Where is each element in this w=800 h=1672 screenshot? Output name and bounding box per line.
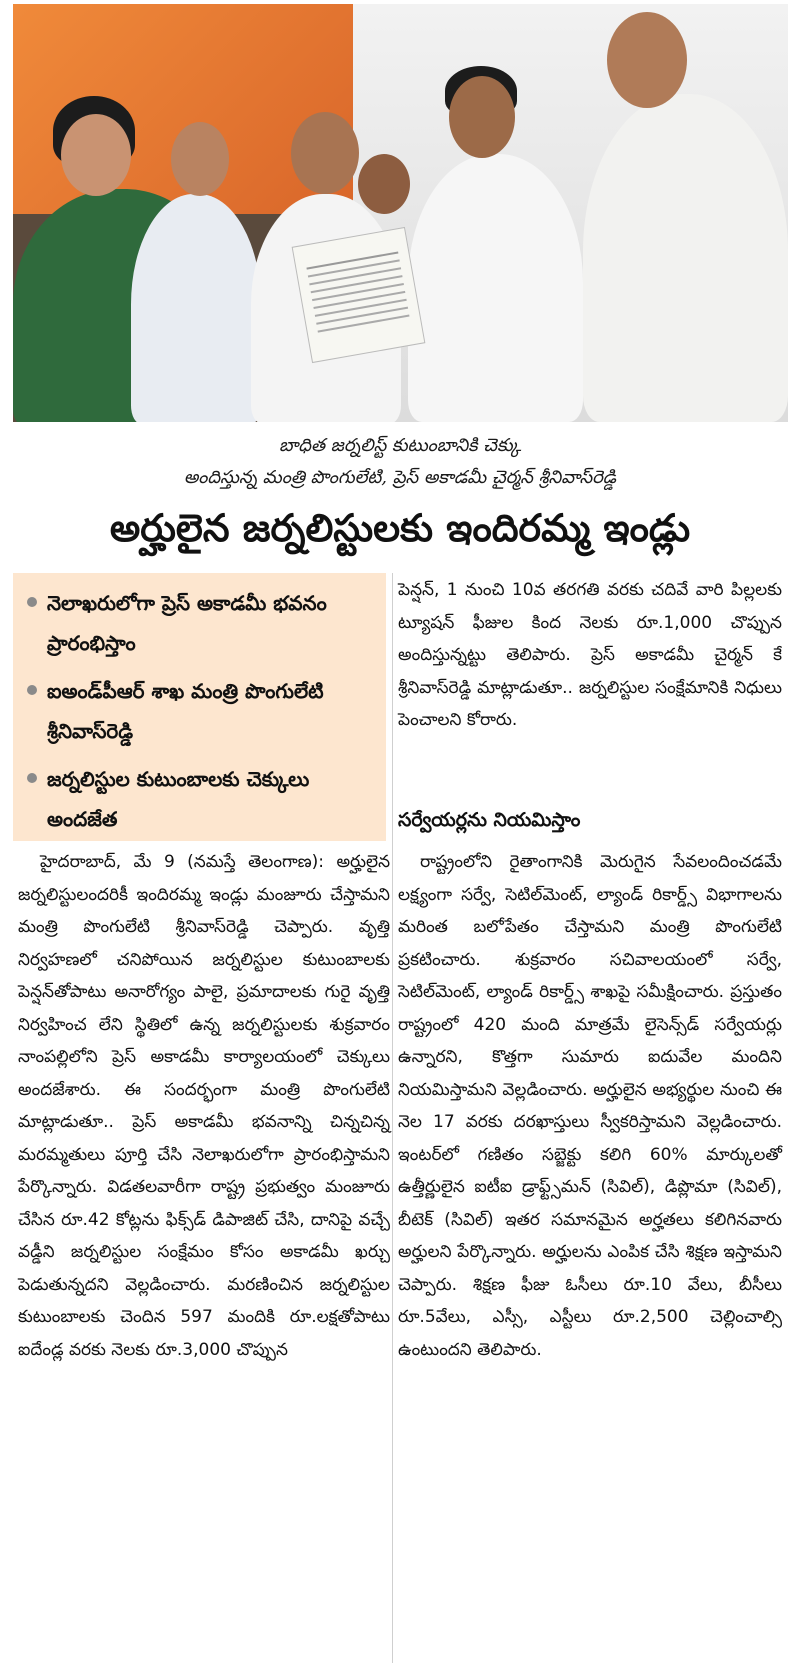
person-man-3 xyxy=(408,154,583,422)
bullet-icon xyxy=(27,597,37,607)
column-divider xyxy=(392,573,393,1663)
person-head xyxy=(171,122,229,196)
photo-caption xyxy=(0,430,800,494)
news-photo xyxy=(13,4,788,422)
article-column-right-top xyxy=(398,574,782,737)
article-paragraph: హైదరాబాద్, మే 9 (నమస్తే తెలంగాణ): అర్హులైన జర్నలిస్టులందరికీ ఇందిరమ్మ ఇండ్లు మంజూరు చేస్తామని మంత్రి పొంగులేటి శ్రీనివాస్‌రెడ్డి చెప్పారు. వృత్తి నిర్వహణలో చనిపోయిన జర్నలిస్టుల కుటుంబాలకు పెన్షన్‌తోపాటు అనారోగ్యం పాలై, ప్రమాదాలకు గురై వృత్తి నిర్వహించ లేని స్థితిలో ఉన్న జర్నలిస్టులకు శుక్రవారం నాంపల్లిలోని ప్రెస్ అకాడమీ కార్యాలయంలో చెక్కులు అందజేశారు. ఈ సందర్భంగా మంత్రి పొంగులేటి మాట్లాడుతూ.. ప్రెస్ అకాడమీ భవనాన్ని చిన్నచిన్న మరమ్మతులు పూర్తి చేసి నెలాఖరులోగా ప్రారంభిస్తామని పేర్కొన్నారు. విడతలవారీగా రాష్ట్ర ప్రభుత్వం మంజూరు చేసిన రూ.42 కోట్లను ఫిక్స్‌డ్ డిపాజిట్ చేసి, దానిపై వచ్చే వడ్డీని జర్నలిస్టుల సంక్షేమం కోసం అకాడమీ ఖర్చు పెడుతున్నదని వెల్లడించారు. మరణించిన జర్నలిస్టుల కుటుంబాలకు చెందిన 597 మందికి రూ.లక్షతోపాటు ఐదేండ్ల వరకు నెలకు రూ.3,000 చొప్పున xyxy=(18,852,390,1360)
highlights-box xyxy=(13,573,386,841)
caption-line-2: అందిస్తున్న మంత్రి పొంగులేటి, ప్రెస్ అకాడమీ చైర్మన్ శ్రీనివాస్‌రెడ్డి xyxy=(183,467,617,488)
highlight-text: ఐఅండ్‌పీఆర్ శాఖ మంత్రి పొంగులేటి శ్రీనివాస్‌రెడ్డి xyxy=(47,679,324,743)
highlight-text: జర్నలిస్టుల కుటుంబాలకు చెక్కులు అందజేత xyxy=(47,767,310,831)
person-head xyxy=(291,112,359,194)
person-head xyxy=(607,12,687,108)
person-head xyxy=(449,76,515,158)
subheading: సర్వేయర్లను నియమిస్తాం xyxy=(398,809,581,831)
headline: అర్హులైన జర్నలిస్టులకు ఇందిరమ్మ ఇండ్లు xyxy=(109,506,691,550)
highlight-item xyxy=(25,671,374,751)
person-man-4 xyxy=(583,94,788,422)
highlight-item xyxy=(25,583,374,663)
bullet-icon xyxy=(27,773,37,783)
caption-line-1: బాధిత జర్నలిస్ట్ కుటుంబానికి చెక్కు xyxy=(278,435,522,456)
highlight-text: నెలాఖరులోగా ప్రెస్ అకాడమీ భవనం ప్రారంభిస్తాం xyxy=(47,591,327,655)
bullet-icon xyxy=(27,685,37,695)
highlight-item xyxy=(25,759,374,839)
person-man-1 xyxy=(131,194,261,422)
cheque-document xyxy=(292,227,426,363)
article-paragraph: పెన్షన్, 1 నుంచి 10వ తరగతి వరకు చదివే వారి పిల్లలకు ట్యూషన్ ఫీజుల కింద నెలకు రూ.1,000 చొప్పున అందిస్తున్నట్టు తెలిపారు. ప్రెస్ అకాడమీ చైర్మన్ కే శ్రీనివాస్‌రెడ్డి మాట్లాడుతూ.. జర్నలిస్టుల సంక్షేమానికి నిధులు పెంచాలని కోరారు. xyxy=(398,580,782,730)
article-paragraph: రాష్ట్రంలోని రైతాంగానికి మెరుగైన సేవలందించడమే లక్ష్యంగా సర్వే, సెటిల్‌మెంట్, ల్యాండ్ రికార్డ్స్ విభాగాలను మరింత బలోపేతం చేస్తామని మంత్రి పొంగులేటి ప్రకటించారు. శుక్రవారం సచివాలయంలో సర్వే, సెటిల్‌మెంట్, ల్యాండ్ రికార్డ్స్ శాఖపై సమీక్షించారు. ప్రస్తుతం రాష్ట్రంలో 420 మంది మాత్రమే లైసెన్స్‌డ్ సర్వేయర్లు ఉన్నారని, కొత్తగా సుమారు ఐదువేల మందిని నియమిస్తామని వెల్లడించారు. అర్హులైన అభ్యర్థుల నుంచి ఈ నెల 17 వరకు దరఖాస్తులు స్వీకరిస్తామని వెల్లడించారు. ఇంటర్‌లో గణితం సబ్జెక్టు కలిగి 60% మార్కులతో ఉత్తీర్ణులైన ఐటీఐ డ్రాఫ్ట్స్‌మన్ (సివిల్), డిప్లొమా (సివిల్), బీటెక్ (సివిల్) ఇతర సమానమైన అర్హతలు కలిగినవారు అర్హులని పేర్కొన్నారు. అర్హులను ఎంపిక చేసి శిక్షణ ఇస్తామని చెప్పారు. శిక్షణ ఫీజు ఓసీలు రూ.10 వేలు, బీసీలు రూ.5వేలు, ఎస్సీ, ఎస్టీలు రూ.2,500 చెల్లించాల్సి ఉంటుందని తెలిపారు. xyxy=(398,852,782,1360)
person-head xyxy=(61,114,131,196)
article-column-right-bottom xyxy=(398,846,782,1366)
person-head xyxy=(358,154,410,214)
article-column-left xyxy=(18,846,390,1366)
